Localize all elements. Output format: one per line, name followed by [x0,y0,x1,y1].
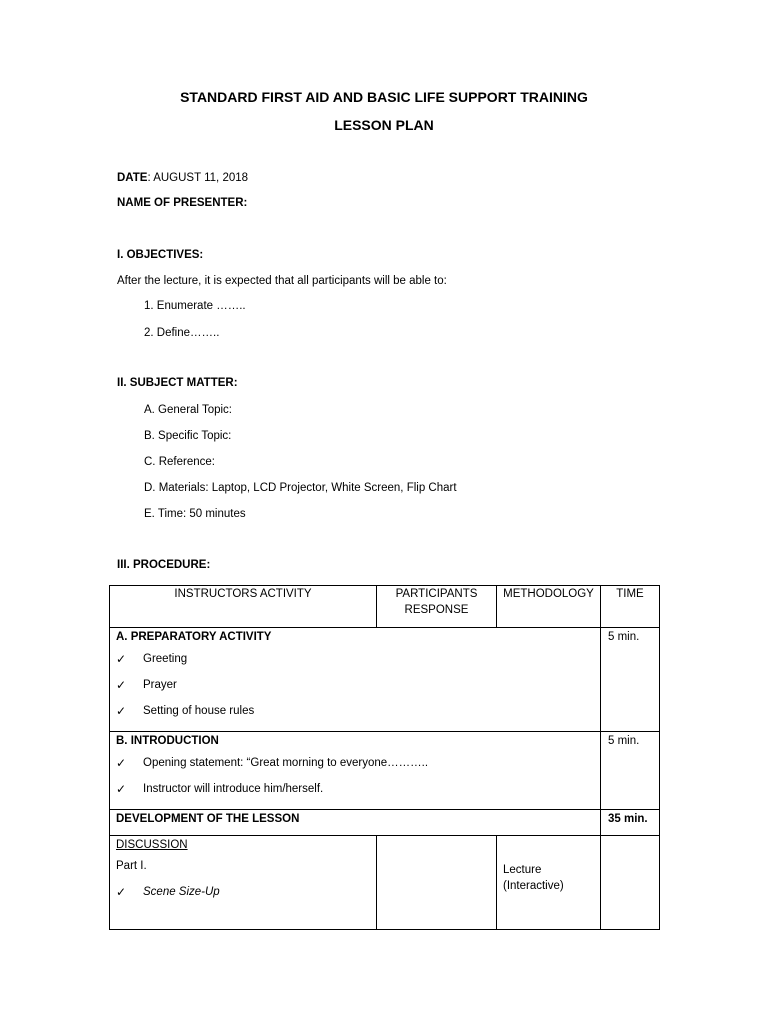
col-header-instructor: INSTRUCTORS ACTIVITY [110,586,377,628]
development-title: DEVELOPMENT OF THE LESSON [116,813,300,825]
objectives-heading: I. OBJECTIVES: [117,249,204,261]
date-line [117,172,248,184]
list-item-text: Prayer [143,679,177,691]
check-icon: ✓ [116,756,127,770]
procedure-table [109,585,660,930]
table-row [110,732,660,810]
subject-item: C. Reference: [144,456,215,468]
discussion-cell [110,836,377,930]
preparatory-title: A. PREPARATORY ACTIVITY [116,631,272,643]
subject-item: B. Specific Topic: [144,430,232,442]
list-item [116,698,594,724]
time-value: 35 min. [608,813,648,825]
col-header-participants [377,586,497,628]
col-header-time: TIME [601,586,660,628]
list-item [116,646,594,672]
table-row [110,836,660,930]
table-row [110,628,660,732]
list-item-text: Instructor will introduce him/herself. [143,783,324,795]
objective-item: 2. Define…….. [144,327,220,339]
presenter-label: NAME OF PRESENTER: [117,197,248,209]
list-item [116,672,594,698]
methodology-line1: Lecture [503,864,542,876]
time-value: 5 min. [608,735,640,747]
methodology-line2: (Interactive) [503,880,564,892]
list-item-text: Setting of house rules [143,705,255,717]
subject-item: A. General Topic: [144,404,233,416]
introduction-title: B. INTRODUCTION [116,735,219,747]
check-icon: ✓ [116,782,127,796]
objectives-intro: After the lecture, it is expected that all participants will be able to: [117,275,447,287]
introduction-time [601,732,660,810]
time-value: 5 min. [608,631,640,643]
discussion-time-cell [601,836,660,930]
list-item-text: Scene Size-Up [143,886,220,898]
methodology-cell [497,836,601,930]
subject-matter-heading: II. SUBJECT MATTER: [117,377,238,389]
preparatory-cell [110,628,601,732]
development-cell [110,810,601,836]
table-row [110,810,660,836]
col-header-participants-line1: PARTICIPANTS [395,588,478,600]
development-time [601,810,660,836]
document-subtitle: LESSON PLAN [334,117,434,133]
table-header-row [110,586,660,628]
discussion-label: DISCUSSION [116,839,188,851]
list-item [116,776,594,802]
check-icon: ✓ [116,678,127,692]
col-header-methodology: METHODOLOGY [497,586,601,628]
col-header-participants-line2: RESPONSE [404,604,469,616]
introduction-cell [110,732,601,810]
check-icon: ✓ [116,885,127,899]
preparatory-time [601,628,660,732]
check-icon: ✓ [116,704,127,718]
list-item [116,879,370,905]
date-value: : AUGUST 11, 2018 [147,172,249,184]
subject-item: D. Materials: Laptop, LCD Projector, White Screen, Flip Chart [144,482,457,494]
list-item-text: Greeting [143,653,188,665]
list-item [116,750,594,776]
subject-item: E. Time: 50 minutes [144,508,246,520]
date-label: DATE [117,172,148,184]
procedure-heading: III. PROCEDURE: [117,559,211,571]
check-icon: ✓ [116,652,127,666]
objective-item: 1. Enumerate …….. [144,300,246,312]
document-title: STANDARD FIRST AID AND BASIC LIFE SUPPORT TRAINING [180,89,588,105]
participants-response-cell [377,836,497,930]
list-item-text: Opening statement: “Great morning to everyone……….. [143,757,429,769]
discussion-part: Part I. [116,860,147,872]
